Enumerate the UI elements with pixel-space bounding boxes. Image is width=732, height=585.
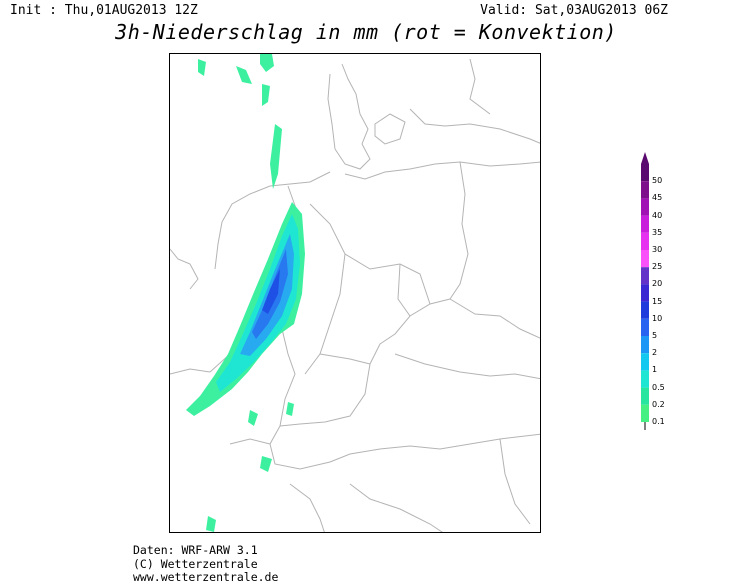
coastline-zealand (375, 114, 405, 144)
footer-copyright: (C) Wetterzentrale (133, 556, 258, 571)
border-alps (270, 426, 541, 469)
map-borders (170, 59, 541, 533)
precipitation-legend (638, 150, 678, 435)
init-time: Init : Thu,01AUG2013 12Z (10, 3, 198, 18)
legend-swatch (641, 370, 649, 387)
precip-cell (286, 402, 294, 416)
legend-swatch (641, 233, 649, 250)
legend-swatch (641, 267, 649, 284)
legend-swatch (641, 336, 649, 353)
border-de-at (280, 364, 370, 426)
legend-swatch (641, 405, 649, 422)
legend-label: 40 (652, 210, 663, 220)
coastline-channel (170, 369, 210, 374)
footer-website: www.wetterzentrale.de (133, 570, 279, 584)
state-border-2 (305, 254, 345, 374)
legend-label: 10 (652, 313, 663, 323)
legend-swatch (641, 164, 649, 181)
legend-swatch (641, 284, 649, 301)
legend-swatch (641, 250, 649, 267)
legend-arrow (641, 152, 649, 164)
footer (133, 544, 278, 585)
border-de-pl (450, 162, 468, 299)
legend-label: 20 (652, 279, 663, 289)
border-hu-hr (500, 439, 530, 524)
state-border-1 (310, 204, 430, 304)
legend-label: 15 (652, 296, 663, 306)
border-de-cz (370, 299, 450, 364)
legend-swatch (641, 319, 649, 336)
legend-swatch (641, 353, 649, 370)
footer-data-source: Daten: WRF-ARW 3.1 (133, 543, 258, 557)
valid-time: Valid: Sat,03AUG2013 06Z (480, 3, 668, 18)
precip-cell (248, 410, 258, 426)
map-title: 3h-Niederschlag in mm (rot = Konvektion) (115, 20, 617, 44)
coastline-baltic (345, 162, 541, 179)
coastline-jutland (328, 64, 370, 169)
border-fr-ch (230, 439, 270, 444)
legend-swatch (641, 198, 649, 215)
legend-swatch (641, 216, 649, 233)
legend-label: 0.2 (652, 399, 665, 409)
legend-swatch (641, 302, 649, 319)
border-cz-pl (450, 299, 541, 339)
coastline-adriatic (350, 484, 445, 533)
legend-label: 5 (652, 331, 658, 340)
coastline-england (170, 249, 198, 289)
precip-cell (260, 54, 274, 72)
border-it-inner (290, 484, 325, 533)
precipitation-field (186, 54, 305, 532)
state-border-4 (320, 354, 370, 364)
coastline-sweden-east (470, 59, 490, 114)
legend-label: 2 (652, 348, 658, 358)
legend-label: 45 (652, 193, 663, 203)
legend-label: 0.1 (652, 417, 665, 426)
legend-label: 30 (652, 245, 663, 254)
precip-cell (270, 124, 282, 189)
precip-cell (206, 516, 216, 532)
map-canvas (170, 54, 541, 533)
precip-cell (198, 59, 206, 76)
legend-swatch (641, 388, 649, 405)
legend-label: 0.5 (652, 382, 665, 392)
legend-label: 35 (652, 227, 663, 237)
precipitation-map (169, 53, 541, 533)
legend-label: 25 (652, 262, 663, 272)
precip-cell (236, 66, 252, 84)
precip-cell (260, 456, 272, 472)
legend-swatch (641, 181, 649, 198)
border-cz-at (395, 354, 541, 379)
legend-label: 1 (652, 365, 658, 375)
legend-label: 50 (652, 176, 663, 186)
precip-cell (262, 84, 270, 106)
legend-colorbar (638, 150, 652, 435)
coastline-sweden (410, 109, 541, 144)
state-border-3 (398, 264, 410, 316)
